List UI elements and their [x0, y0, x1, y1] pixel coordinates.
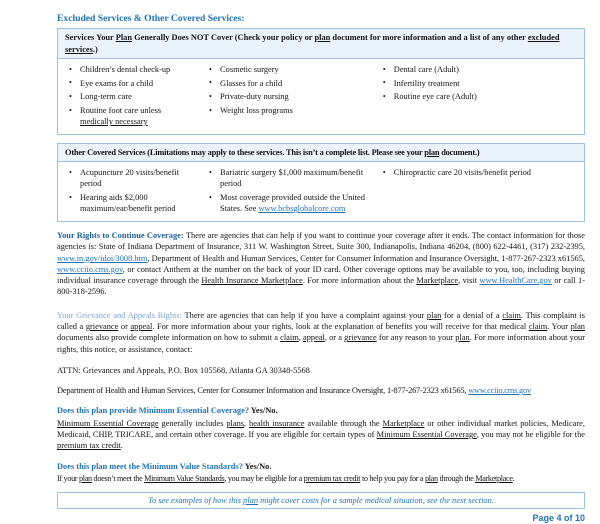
text-segment: plan	[424, 473, 438, 483]
text-segment: excluded services	[65, 33, 560, 54]
text-segment: Minimum Value Standards	[144, 473, 225, 483]
text-segment: To see examples of how this	[148, 496, 244, 506]
list-item	[67, 64, 192, 75]
text-segment: health insurance	[249, 418, 305, 428]
text-segment: Bariatric surgery $1,000 maximum/benefit period	[220, 168, 364, 189]
text-segment: or other individual market policies, Medicare, Medicaid, CHIP, TRICARE, and certain other coverage. If you are eligible for certain types of	[57, 418, 585, 440]
text-segment: grievance	[344, 333, 377, 343]
text-segment: claim	[528, 321, 548, 331]
text-segment: plan	[455, 333, 470, 343]
text-segment: Eye exams for a child	[80, 78, 154, 88]
text-segment: Health Insurance Marketplace	[201, 276, 303, 286]
text-segment: or call 1-800-318-2596.	[57, 276, 585, 297]
text-segment: , or a	[324, 333, 345, 343]
not-covered-column-1	[58, 63, 198, 130]
list-item	[207, 105, 366, 116]
text-segment: Other Covered Services (Limitations may apply to these services. This isn’t a complete list. Please see your	[65, 147, 425, 157]
text-segment: to help you pay for a	[360, 473, 425, 483]
text-segment: .)	[92, 44, 98, 54]
link[interactable]: www.bcbsglobalcore.com	[258, 204, 346, 214]
link[interactable]: www.cciio.cms.gov	[57, 264, 123, 274]
text-segment: for any reason to your	[376, 333, 456, 343]
text-segment: , you may not be eligible for the	[476, 430, 585, 440]
text-segment: for a denial of a	[441, 310, 503, 320]
text-segment: Services Your	[65, 33, 116, 42]
text-segment: Your Grievance and Appeals Rights:	[57, 310, 185, 320]
text-segment: documents also provide complete information on how to submit a	[57, 333, 281, 343]
text-segment: doesn’t meet the	[91, 473, 145, 483]
page-number: Page 4 of 10	[532, 513, 585, 524]
text-segment: Marketplace	[382, 418, 425, 428]
text-segment: plans	[226, 418, 245, 428]
text-segment: premium tax credit	[57, 441, 121, 451]
text-segment: Private-duty nursing	[220, 92, 289, 102]
list-item	[381, 91, 578, 102]
text-segment: , you may be eligible for a	[224, 473, 304, 483]
list-item	[381, 167, 578, 178]
hhs-contact-line	[57, 385, 585, 396]
list-item	[207, 91, 366, 102]
text-segment: Does this plan meet the Minimum Value Standards?	[57, 461, 245, 471]
list-item	[207, 192, 366, 214]
text-segment: Yes/No.	[244, 461, 272, 471]
text-segment: There are agencies that can help if you want to continue your coverage after it ends. The contact information for those agencies is: State of Indiana Department of Insurance, 311 W. Washington Street, Suite 300, Indianapolis, Indiana 46204, (800) 622-4461, (317) 232-2395,	[57, 230, 585, 252]
not-covered-table-body	[58, 59, 584, 134]
list-item	[381, 64, 578, 75]
other-covered-column-1	[58, 166, 198, 217]
text-segment: generally includes	[158, 418, 227, 428]
other-covered-column-3	[372, 166, 584, 217]
text-segment: Routine eye care (Adult)	[393, 92, 477, 102]
other-covered-table	[57, 143, 585, 222]
list-item	[207, 78, 366, 89]
text-segment: . This complaint is called a	[57, 310, 586, 331]
continue-coverage-paragraph	[57, 230, 585, 298]
text-segment: ,	[298, 333, 303, 343]
text-segment: plan	[314, 33, 331, 42]
text-segment: plan	[570, 321, 585, 331]
text-segment: Routine foot care unless	[80, 106, 162, 116]
text-segment: premium tax credit	[303, 473, 361, 483]
text-segment: through the	[437, 473, 476, 483]
text-segment: available through the	[304, 418, 383, 428]
text-segment: Yes/No.	[250, 406, 278, 416]
text-segment: Department of Health and Human Services, Center for Consumer Information and Insurance Oversight, 1-877-267-2323 x61565,	[57, 386, 469, 396]
not-covered-column-2	[198, 63, 372, 130]
text-segment: plan	[424, 147, 440, 157]
text-segment: Most coverage provided outside the United States. See	[220, 193, 365, 214]
text-segment: .	[120, 441, 123, 451]
text-segment: claim	[280, 333, 299, 343]
text-segment: plan	[243, 496, 259, 506]
text-segment: ,	[244, 418, 250, 428]
text-segment: . For more information about your rights, this notice, or assistance, contact:	[57, 333, 585, 354]
not-covered-table-header	[58, 29, 584, 59]
text-segment: , or contact Anthem at the number on the back of your ID card. Other coverage options may be available to you, too, including buying individual insurance coverage through the	[57, 264, 585, 286]
text-segment: Weight loss programs	[220, 106, 293, 116]
text-segment: .	[512, 473, 515, 483]
link[interactable]: www.HealthCare.gov	[479, 276, 552, 286]
text-segment: Infertility treatment	[393, 78, 460, 88]
attn-line: ATTN: Grievances and Appeals, P.O. Box 105568, Atlanta GA 30348-5568	[57, 365, 310, 375]
text-segment: Chiropractic care 20 visits/benefit period	[393, 168, 531, 178]
text-segment: Plan	[115, 33, 133, 42]
text-segment: Minimum Essential Coverage	[57, 418, 159, 428]
text-segment: grievance	[85, 321, 119, 331]
other-covered-table-body	[58, 162, 584, 221]
list-item	[67, 105, 192, 127]
grievance-appeals-paragraph	[57, 310, 585, 355]
text-segment: . Your	[547, 321, 571, 331]
list-item	[67, 167, 192, 189]
text-segment: If your	[57, 473, 79, 483]
text-segment: appeal	[302, 333, 325, 343]
text-segment: Long-term care	[80, 92, 132, 102]
mec-question-heading	[57, 405, 585, 416]
text-segment: medically necessary	[80, 117, 148, 127]
list-item	[381, 78, 578, 89]
text-segment: plan	[79, 473, 92, 483]
list-item	[207, 167, 366, 189]
text-segment: Dental care (Adult)	[393, 65, 459, 74]
coverage-examples-notice	[57, 492, 585, 509]
text-segment: might cover costs for a sample medical situation, see the next section.	[258, 496, 494, 506]
list-item	[67, 78, 192, 89]
text-segment: , visit	[458, 276, 480, 286]
list-item	[67, 91, 192, 102]
text-segment: Hearing aids $2,000 maximum/ear/benefit period	[80, 193, 176, 214]
text-segment: document for more information and a list of any other	[330, 33, 528, 42]
text-segment: Does this plan provide Minimum Essential Coverage?	[57, 406, 251, 416]
text-segment: , Department of Health and Human Services, Center for Consumer Information and Insurance Oversight, 1-877-267-2323 x61565,	[147, 253, 585, 263]
text-segment: Glasses for a child	[220, 78, 283, 88]
text-segment: There are agencies that can help if you have a complaint against your	[184, 310, 427, 320]
text-segment: claim	[502, 310, 521, 320]
text-segment: or	[118, 321, 131, 331]
list-item	[207, 64, 366, 75]
list-item	[67, 192, 192, 214]
text-segment: Marketplace	[475, 473, 513, 483]
text-segment: Cosmetic surgery	[220, 65, 279, 74]
text-segment: Minimum Essential Coverage	[376, 430, 477, 440]
text-segment: Acupuncture 20 visits/benefit period	[80, 168, 180, 189]
other-covered-column-2	[198, 166, 372, 217]
text-segment: plan	[426, 310, 442, 320]
mec-answer-paragraph	[57, 418, 585, 452]
text-segment: Children’s dental check-up	[80, 65, 171, 74]
text-segment: Generally Does NOT Cover (Check your policy or	[132, 33, 315, 42]
mvs-question-heading	[57, 461, 585, 472]
text-segment: appeal	[130, 321, 153, 331]
text-segment: . For more information about the	[302, 276, 417, 286]
text-segment: . For more information about your rights, look at the explanation of benefits you will receive for that medical	[152, 321, 529, 331]
not-covered-column-3	[372, 63, 584, 130]
page-title: Excluded Services & Other Covered Services:	[57, 13, 245, 24]
other-covered-table-header	[58, 144, 584, 163]
text-segment: Marketplace	[416, 276, 459, 286]
link[interactable]: www.cciio.cms.gov	[468, 386, 531, 396]
link[interactable]: www.in.gov/idoi/3008.htm	[57, 253, 148, 263]
text-segment: Your Rights to Continue Coverage:	[57, 230, 186, 240]
mvs-answer-paragraph	[57, 473, 585, 484]
not-covered-table	[57, 28, 585, 135]
text-segment: document.)	[439, 147, 480, 157]
